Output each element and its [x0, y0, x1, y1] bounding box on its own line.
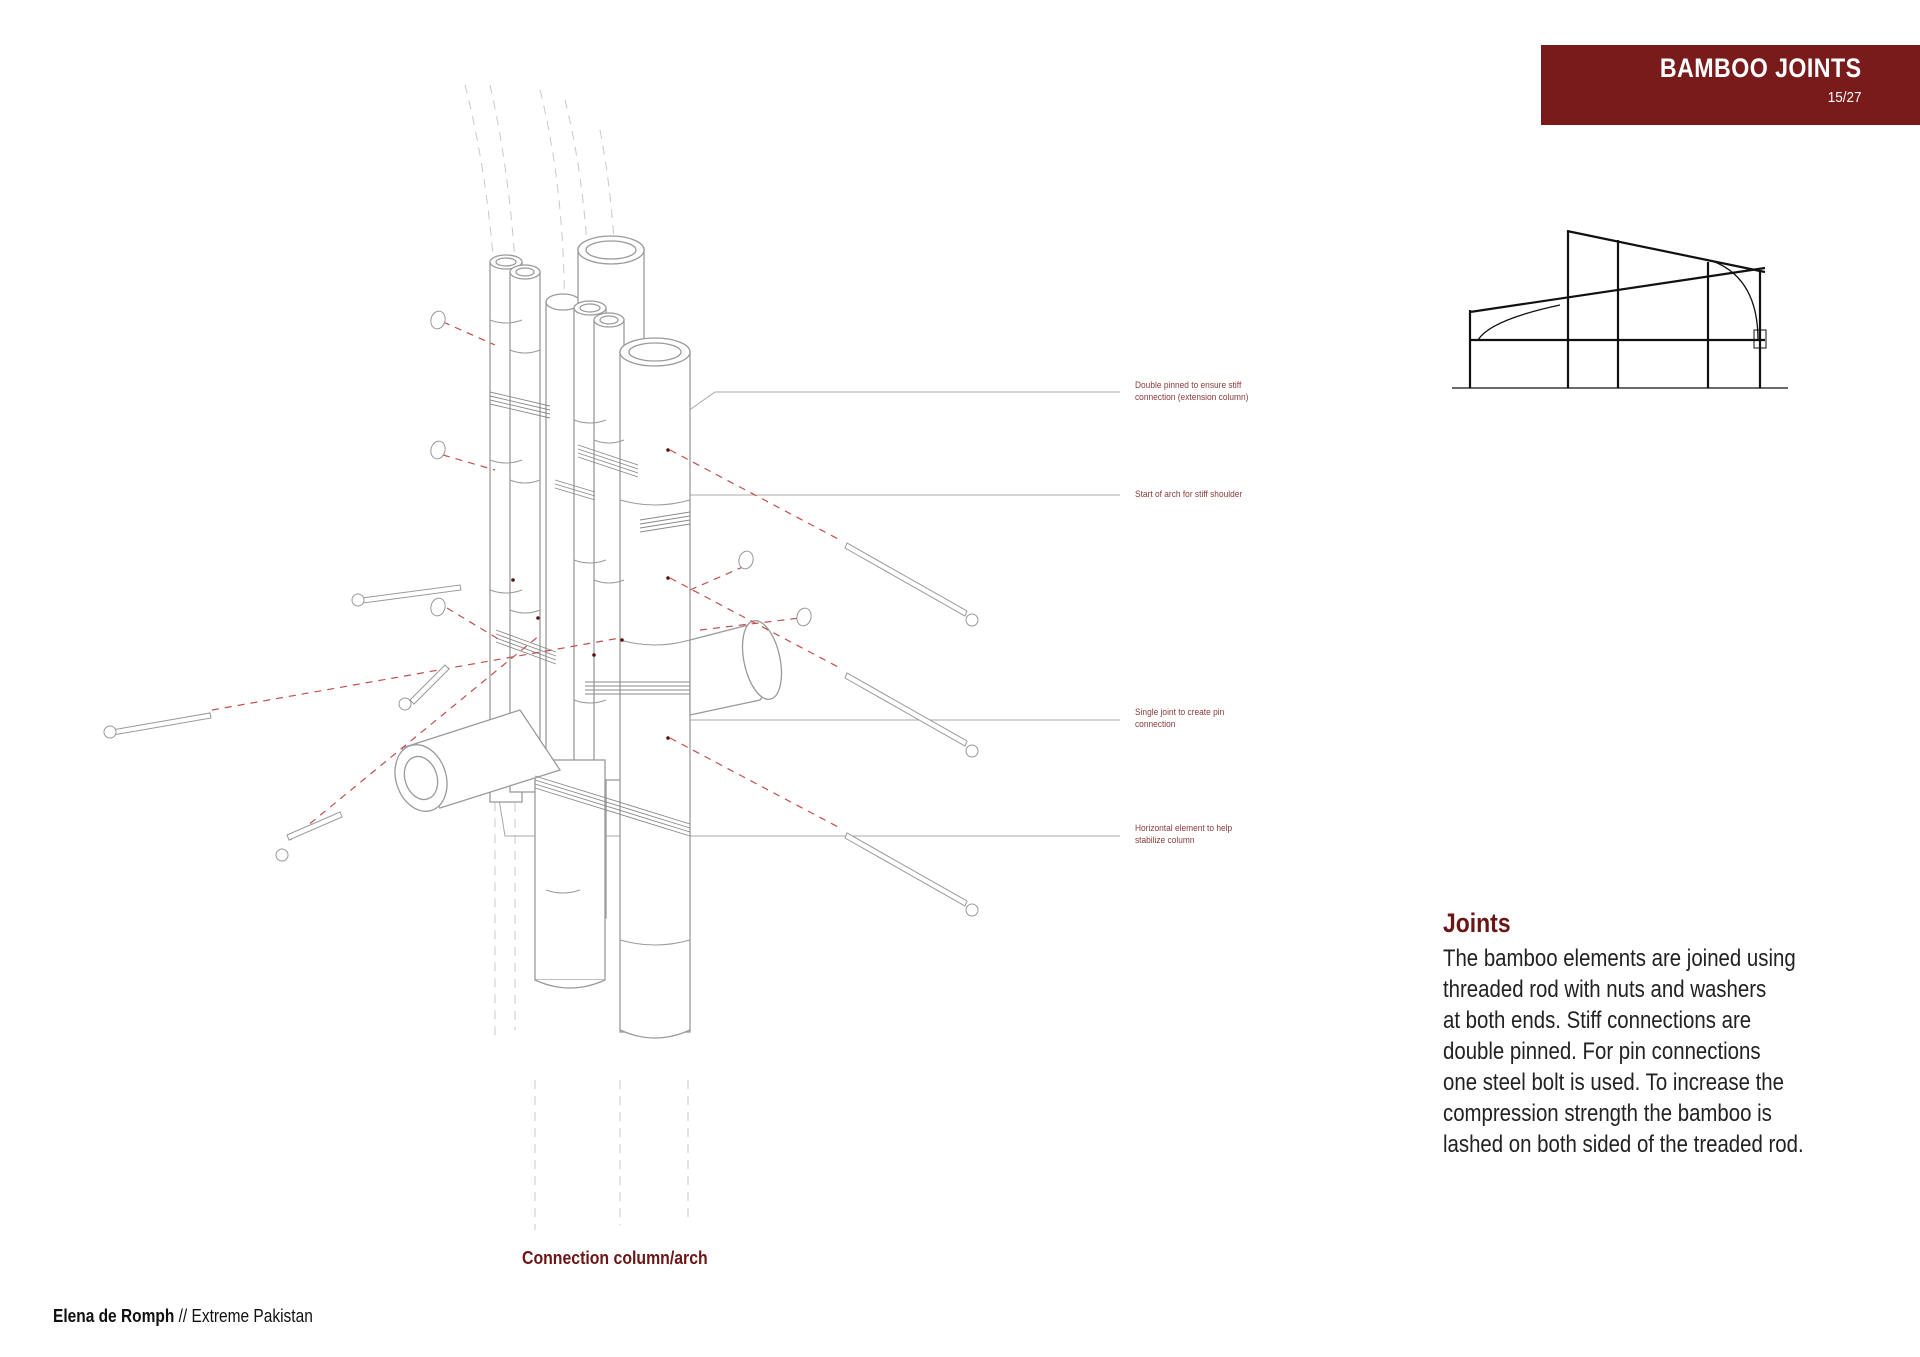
- drawing-caption: Connection column/arch: [522, 1248, 708, 1268]
- joints-line: The bamboo elements are joined using: [1443, 945, 1796, 972]
- footer: [53, 1306, 313, 1327]
- building-section-diagram: [1452, 231, 1788, 388]
- joints-heading: Joints: [1443, 908, 1511, 938]
- joints-line: threaded rod with nuts and washers: [1443, 976, 1767, 1003]
- joints-line: one steel bolt is used. To increase the: [1443, 1069, 1784, 1096]
- joints-text-block: [1443, 908, 1863, 1160]
- joints-line: compression strength the bamboo is: [1443, 1100, 1772, 1127]
- callout-horizontal-element: Horizontal element to help stabilize column: [1135, 823, 1233, 846]
- footer-author: Elena de Romph: [53, 1306, 175, 1326]
- bamboo-poles: [387, 236, 788, 1038]
- joints-line: at both ends. Stiff connections are: [1443, 1007, 1752, 1034]
- joints-line: double pinned. For pin connections: [1443, 1038, 1761, 1065]
- callout-double-pinned: Double pinned to ensure stiff connection (extension column): [1135, 380, 1249, 403]
- footer-project: Extreme Pakistan: [191, 1306, 313, 1326]
- page-title: BAMBOO JOINTS: [1660, 53, 1862, 83]
- callout-single-joint: Single joint to create pin connection: [1135, 707, 1225, 730]
- joints-line: lashed on both sided of the treaded rod.: [1443, 1131, 1804, 1158]
- footer-separator: //: [174, 1306, 192, 1326]
- page-number: 15/27: [1828, 89, 1862, 106]
- callout-start-of-arch: Start of arch for stiff shoulder: [1135, 489, 1243, 500]
